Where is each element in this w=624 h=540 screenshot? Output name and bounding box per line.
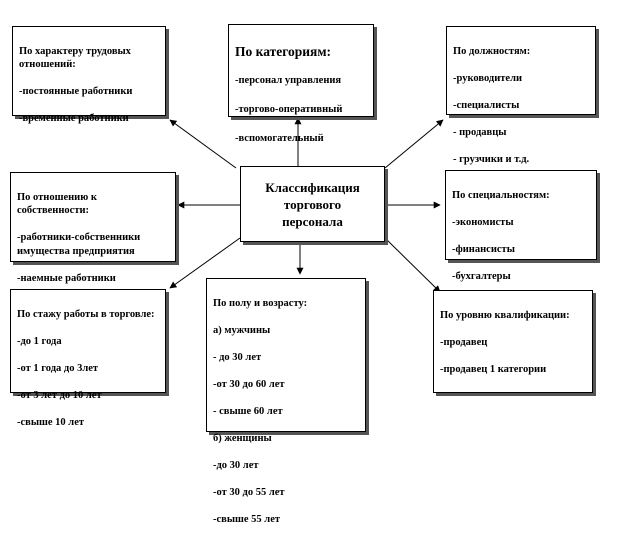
central-title-line: Классификация	[265, 179, 360, 195]
list-item: -торгово-оперативный	[235, 104, 343, 115]
list-item: -персонал управления	[235, 75, 342, 86]
box-specialties-title: По специальностям:	[452, 189, 550, 201]
list-item: -продавец 1 категории	[440, 363, 547, 375]
list-item: -специалисты	[453, 99, 520, 111]
box-categories	[228, 24, 374, 144]
list-item: -от 3 лет до 10 лет	[17, 389, 102, 401]
list-item: -от 30 до 60 лет	[213, 378, 285, 390]
list-item: -работники-собственники имущества предприятия	[17, 232, 141, 257]
list-item: -руководители	[453, 72, 523, 84]
box-categories-title: По категориям:	[235, 44, 332, 59]
arrow-to-labor-relations	[170, 120, 236, 168]
list-item: - свыше 60 лет	[213, 405, 283, 417]
list-item: -от 1 года до 3лет	[17, 362, 99, 374]
box-specialties	[445, 170, 597, 282]
box-gender-age	[206, 278, 366, 525]
box-labor-relations	[12, 26, 166, 124]
central-title-line: торгового	[283, 196, 342, 212]
list-item: -экономисты	[452, 216, 514, 228]
list-item: - грузчики и т.д.	[453, 153, 530, 165]
list-item: -свыше 10 лет	[17, 416, 85, 428]
list-item: б) женщины	[213, 432, 272, 444]
list-item: -вспомогательный	[235, 133, 324, 144]
box-qualification	[433, 290, 593, 393]
central-title-line: персонала	[282, 213, 343, 229]
list-item: - продавцы	[453, 126, 507, 138]
list-item: -финансисты	[452, 243, 515, 255]
list-item: -от 30 до 55 лет	[213, 486, 285, 498]
list-item: -постоянные работники	[19, 86, 133, 97]
list-item: а) мужчины	[213, 324, 271, 336]
box-labor-relations-title: По характеру трудовых отношений:	[19, 45, 131, 70]
box-gender-age-title: По полу и возрасту:	[213, 297, 308, 309]
box-experience-title: По стажу работы в торговле:	[17, 308, 155, 320]
arrow-to-qualification	[385, 238, 440, 292]
list-item: - до 30 лет	[213, 351, 262, 363]
central-classification-box	[240, 166, 385, 242]
list-item: -до 30 лет	[213, 459, 259, 471]
box-ownership	[10, 172, 176, 284]
box-ownership-title: По отношению к собственности:	[17, 191, 97, 216]
box-positions-title: По должностям:	[453, 45, 531, 57]
arrow-to-positions	[385, 120, 443, 168]
box-qualification-title: По уровню квалификации:	[440, 309, 570, 321]
list-item: -наемные работники	[17, 272, 116, 284]
list-item: -продавец	[440, 336, 488, 348]
box-positions	[446, 26, 596, 165]
list-item: -бухгалтеры	[452, 270, 511, 282]
list-item: -временные работники	[19, 113, 129, 124]
list-item: -свыше 55 лет	[213, 513, 281, 525]
box-experience	[10, 289, 166, 428]
list-item: -до 1 года	[17, 335, 62, 347]
